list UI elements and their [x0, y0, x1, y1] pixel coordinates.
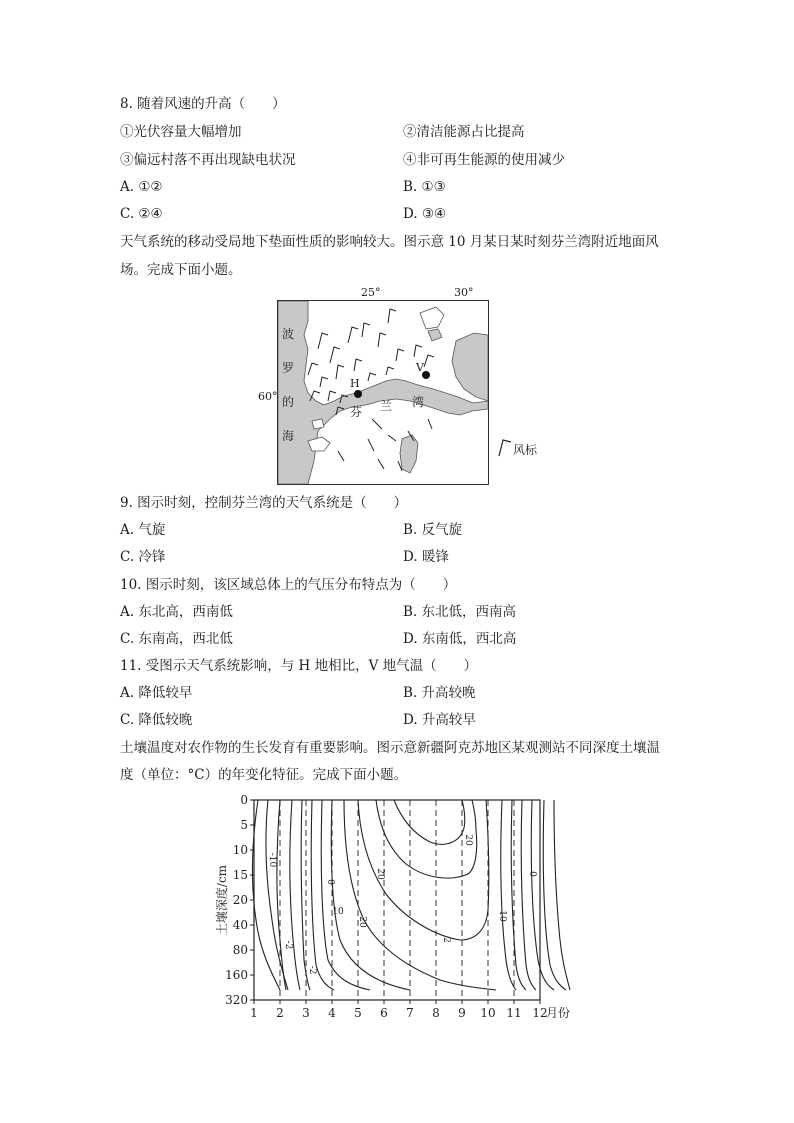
y-tick-label: 160 [225, 968, 248, 982]
x-tick-label: 1 [250, 1006, 258, 1020]
soil-temperature-chart [210, 790, 610, 1022]
x-tick-label: 11 [506, 1006, 522, 1020]
q8-statement-4: ④非可再生能源的使用减少 [403, 152, 565, 168]
contour-label: 0 [325, 879, 335, 885]
wind-legend-label: 风标 [513, 443, 538, 457]
contour-label: 2 [441, 937, 451, 943]
q9-option-b: B. 反气旋 [403, 522, 463, 538]
q8-statement-2: ②清洁能源占比提高 [403, 124, 525, 140]
q10-stem: 10. 图示时刻，该区域总体上的气压分布特点为（ ） [120, 577, 457, 593]
q11-stem: 11. 受图示天气系统影响，与 H 地相比，V 地气温（ ） [120, 658, 478, 674]
contour-label: 0 [527, 871, 537, 877]
sea-char-1: 波 [282, 327, 295, 341]
map-svg [278, 301, 488, 484]
map-lon-25: 25° [361, 286, 381, 299]
label-v: V [416, 361, 424, 374]
x-tick-label: 3 [302, 1006, 310, 1020]
sea-char-3: 的 [282, 395, 295, 409]
x-tick-label: 12 [532, 1006, 548, 1020]
q9-option-a: A. 气旋 [120, 522, 166, 538]
q11-option-c: C. 降低较晚 [120, 712, 193, 728]
map-lon-30: 30° [454, 286, 474, 299]
x-tick-label: 8 [432, 1006, 440, 1020]
x-axis-label: 月份 [546, 1006, 571, 1020]
q8-statement-3: ③偏远村落不再出现缺电状况 [120, 152, 296, 168]
contour-label: 10 [497, 910, 507, 922]
contour-label: 10 [332, 907, 344, 917]
q9-option-d: D. 暖锋 [403, 549, 449, 565]
wind-legend-icon [495, 436, 513, 458]
q10-option-d: D. 东南低，西北高 [403, 631, 517, 647]
finland-gulf-wind-map [277, 300, 489, 485]
q8-statement-1: ①光伏容量大幅增加 [120, 124, 242, 140]
x-tick-label: 7 [406, 1006, 414, 1020]
q8-option-a: A. ①② [120, 179, 163, 195]
x-tick-label: 5 [354, 1006, 362, 1020]
contour-label: -10 [267, 852, 277, 868]
q10-option-b: B. 东北低，西南高 [403, 604, 517, 620]
q11-option-d: D. 升高较早 [403, 712, 476, 728]
label-h: H [350, 377, 360, 390]
y-tick-label: 40 [232, 918, 248, 932]
q10-option-c: C. 东南高，西北低 [120, 631, 233, 647]
sea-char-2: 罗 [282, 361, 295, 375]
y-tick-label: 5 [240, 818, 248, 832]
q9-stem: 9. 图示时刻，控制芬兰湾的天气系统是（ ） [120, 495, 408, 511]
intro2-line2: 度（单位：°C）的年变化特征。完成下面小题。 [120, 767, 408, 783]
x-tick-label: 6 [380, 1006, 388, 1020]
q9-option-c: C. 冷锋 [120, 549, 166, 565]
y-axis-label: 土壤深度/cm [215, 864, 229, 936]
intro1-line1: 天气系统的移动受局地下垫面性质的影响较大。图示意 10 月某日某时刻芬兰湾附近地面风 [120, 234, 659, 250]
x-tick-label: 2 [276, 1006, 284, 1020]
bay-char-1: 芬 [350, 405, 363, 419]
q8-stem: 8. 随着风速的升高（ ） [120, 96, 286, 112]
y-tick-label: 80 [232, 943, 248, 957]
q11-option-a: A. 降低较早 [120, 685, 193, 701]
x-tick-label: 4 [328, 1006, 336, 1020]
point-h [354, 390, 362, 398]
y-tick-label: 15 [232, 868, 248, 882]
q8-option-b: B. ①③ [403, 179, 446, 195]
contour-label: -2 [283, 940, 293, 950]
bay-char-3: 湾 [412, 395, 425, 409]
contour-label: 20 [357, 916, 367, 928]
q11-option-b: B. 升高较晚 [403, 685, 476, 701]
q8-option-c: C. ②④ [120, 206, 163, 222]
x-tick-label: 9 [458, 1006, 466, 1020]
sea-char-4: 海 [282, 429, 295, 443]
q8-option-d: D. ③④ [403, 206, 447, 222]
intro2-line1: 土壤温度对农作物的生长发育有重要影响。图示意新疆阿克苏地区某观测站不同深度土壤温 [120, 740, 660, 756]
intro1-line2: 场。完成下面小题。 [120, 262, 242, 278]
x-tick-label: 10 [480, 1006, 496, 1020]
contour-label: -2 [307, 965, 317, 975]
y-tick-label: 10 [232, 843, 248, 857]
bay-char-2: 兰 [380, 399, 393, 413]
map-lat-60: 60° [258, 390, 278, 403]
contour-label: 20 [375, 868, 385, 880]
y-tick-label: 20 [232, 893, 248, 907]
q10-option-a: A. 东北高，西南低 [120, 604, 233, 620]
contour-label: 20 [463, 834, 473, 846]
y-tick-label: 0 [240, 793, 248, 807]
y-tick-label: 320 [225, 993, 248, 1007]
